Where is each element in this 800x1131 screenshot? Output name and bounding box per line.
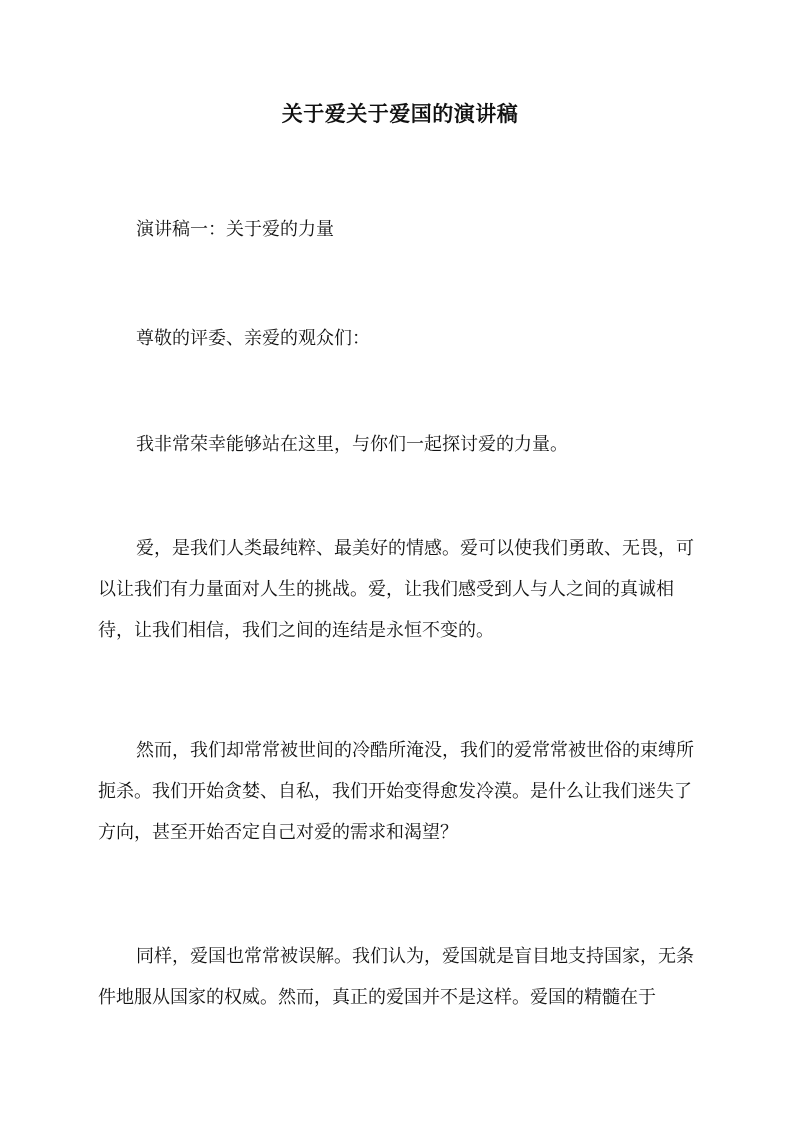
body-paragraph: 然而，我们却常常被世间的冷酷所淹没，我们的爱常常被世俗的束缚所扼杀。我们开始贪婪、自私，我们开始变得愈发冷漠。是什么让我们迷失了方向，甚至开始否定自己对爱的需求和渴望？ <box>98 740 694 843</box>
body-paragraph: 爱，是我们人类最纯粹、最美好的情感。爱可以使我们勇敢、无畏，可以让我们有力量面对人生的挑战。爱，让我们感受到人与人之间的真诚相待，让我们相信，我们之间的连结是永恒不变的。 <box>98 538 694 641</box>
salutation: 尊敬的评委、亲爱的观众们： <box>136 328 370 349</box>
document-title: 关于爱关于爱国的演讲稿 <box>281 101 519 126</box>
body-paragraph: 我非常荣幸能够站在这里，与你们一起探讨爱的力量。 <box>136 434 568 455</box>
body-paragraph: 同样，爱国也常常被误解。我们认为，爱国就是盲目地支持国家，无条件地服从国家的权威。然而，真正的爱国并不是这样。爱国的精髓在于 <box>98 946 694 1008</box>
section-heading: 演讲稿一：关于爱的力量 <box>136 219 334 240</box>
